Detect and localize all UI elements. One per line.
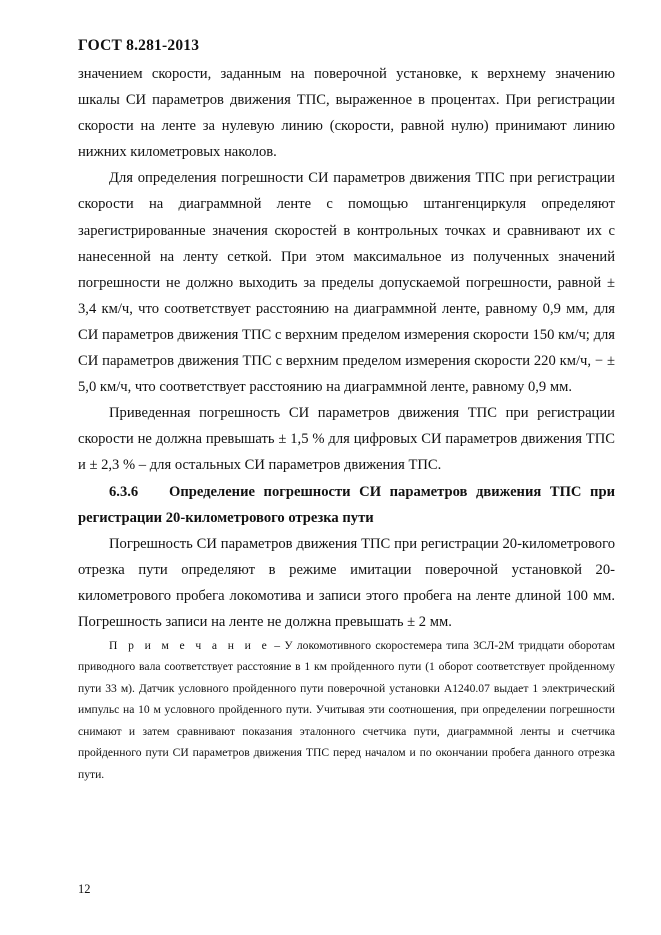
section-title: Определение погрешности СИ параметров движения ТПС при регистрации 20-километрового отрезка пути: [78, 483, 615, 526]
document-code-header: ГОСТ 8.281-2013: [78, 37, 200, 54]
paragraph-distance-error: Погрешность СИ параметров движения ТПС при регистрации 20-километрового отрезка пути определяют в режиме имитации поверочной установкой 20-километрового пробега локомотива и записи этого пробега на ленте длиной 100 мм. Погрешность записи на ленте не должна превышать ± 2 мм.: [78, 535, 615, 630]
note-label: П р и м е ч а н и е: [109, 639, 270, 653]
paragraph-speed-scale: значением скорости, заданным на поверочной установке, к верхнему значению шкалы СИ параметров движения ТПС, выраженное в процентах. При регистрации скорости на ленте за нулевую линию (скорости, равной нулю) принимают линию нижних километровых наколов.: [78, 66, 615, 161]
document-body: [78, 61, 615, 785]
paragraph-error-determination: Для определения погрешности СИ параметров движения ТПС при регистрации скорости на диаграммной ленте с помощью штангенциркуля определяют зарегистрированные значения скоростей в контрольных точках и сравнивают их с нанесенной на ленту сеткой. При этом максимальное из полученных значений погрешности не должно выходить за пределы допускаемой погрешности, равной ± 3,4 км/ч, что соответствует расстоянию на диаграммной ленте, равному 0,9 мм, для СИ параметров движения ТПС с верхним пределом измерения скорости 150 км/ч; для СИ параметров движения ТПС с верхним пределом измерения скорости 220 км/ч, − ± 5,0 км/ч, что соответствует расстоянию на диаграммной ленте, равному 0,9 мм.: [78, 170, 615, 396]
section-heading: [78, 479, 615, 531]
note-block: [78, 635, 615, 785]
section-number: 6.3.6: [109, 483, 139, 500]
paragraph-reduced-error: Приведенная погрешность СИ параметров движения ТПС при регистрации скорости не должна превышать ± 1,5 % для цифровых СИ параметров движения ТПС и ± 2,3 % – для остальных СИ параметров движения ТПС.: [78, 405, 615, 474]
note-text: – У локомотивного скоростемера типа 3СЛ-2М тридцати оборотам приводного вала соответствует расстояние в 1 км пройденного пути (1 оборот соответствует пройденному пути 33 м). Датчик условного пройденного пути поверочной установки А1240.07 выдает 1 электрический импульс на 10 м условного пройденного пути. Учитывая эти соотношения, при определении погрешности снимают и затем сравнивают показания эталонного счетчика пути, диаграммной ленты и счетчика пройденного пути СИ параметров движения ТПС перед началом и по окончании пробега данного отрезка пути.: [78, 639, 615, 781]
page-number: 12: [78, 882, 91, 896]
